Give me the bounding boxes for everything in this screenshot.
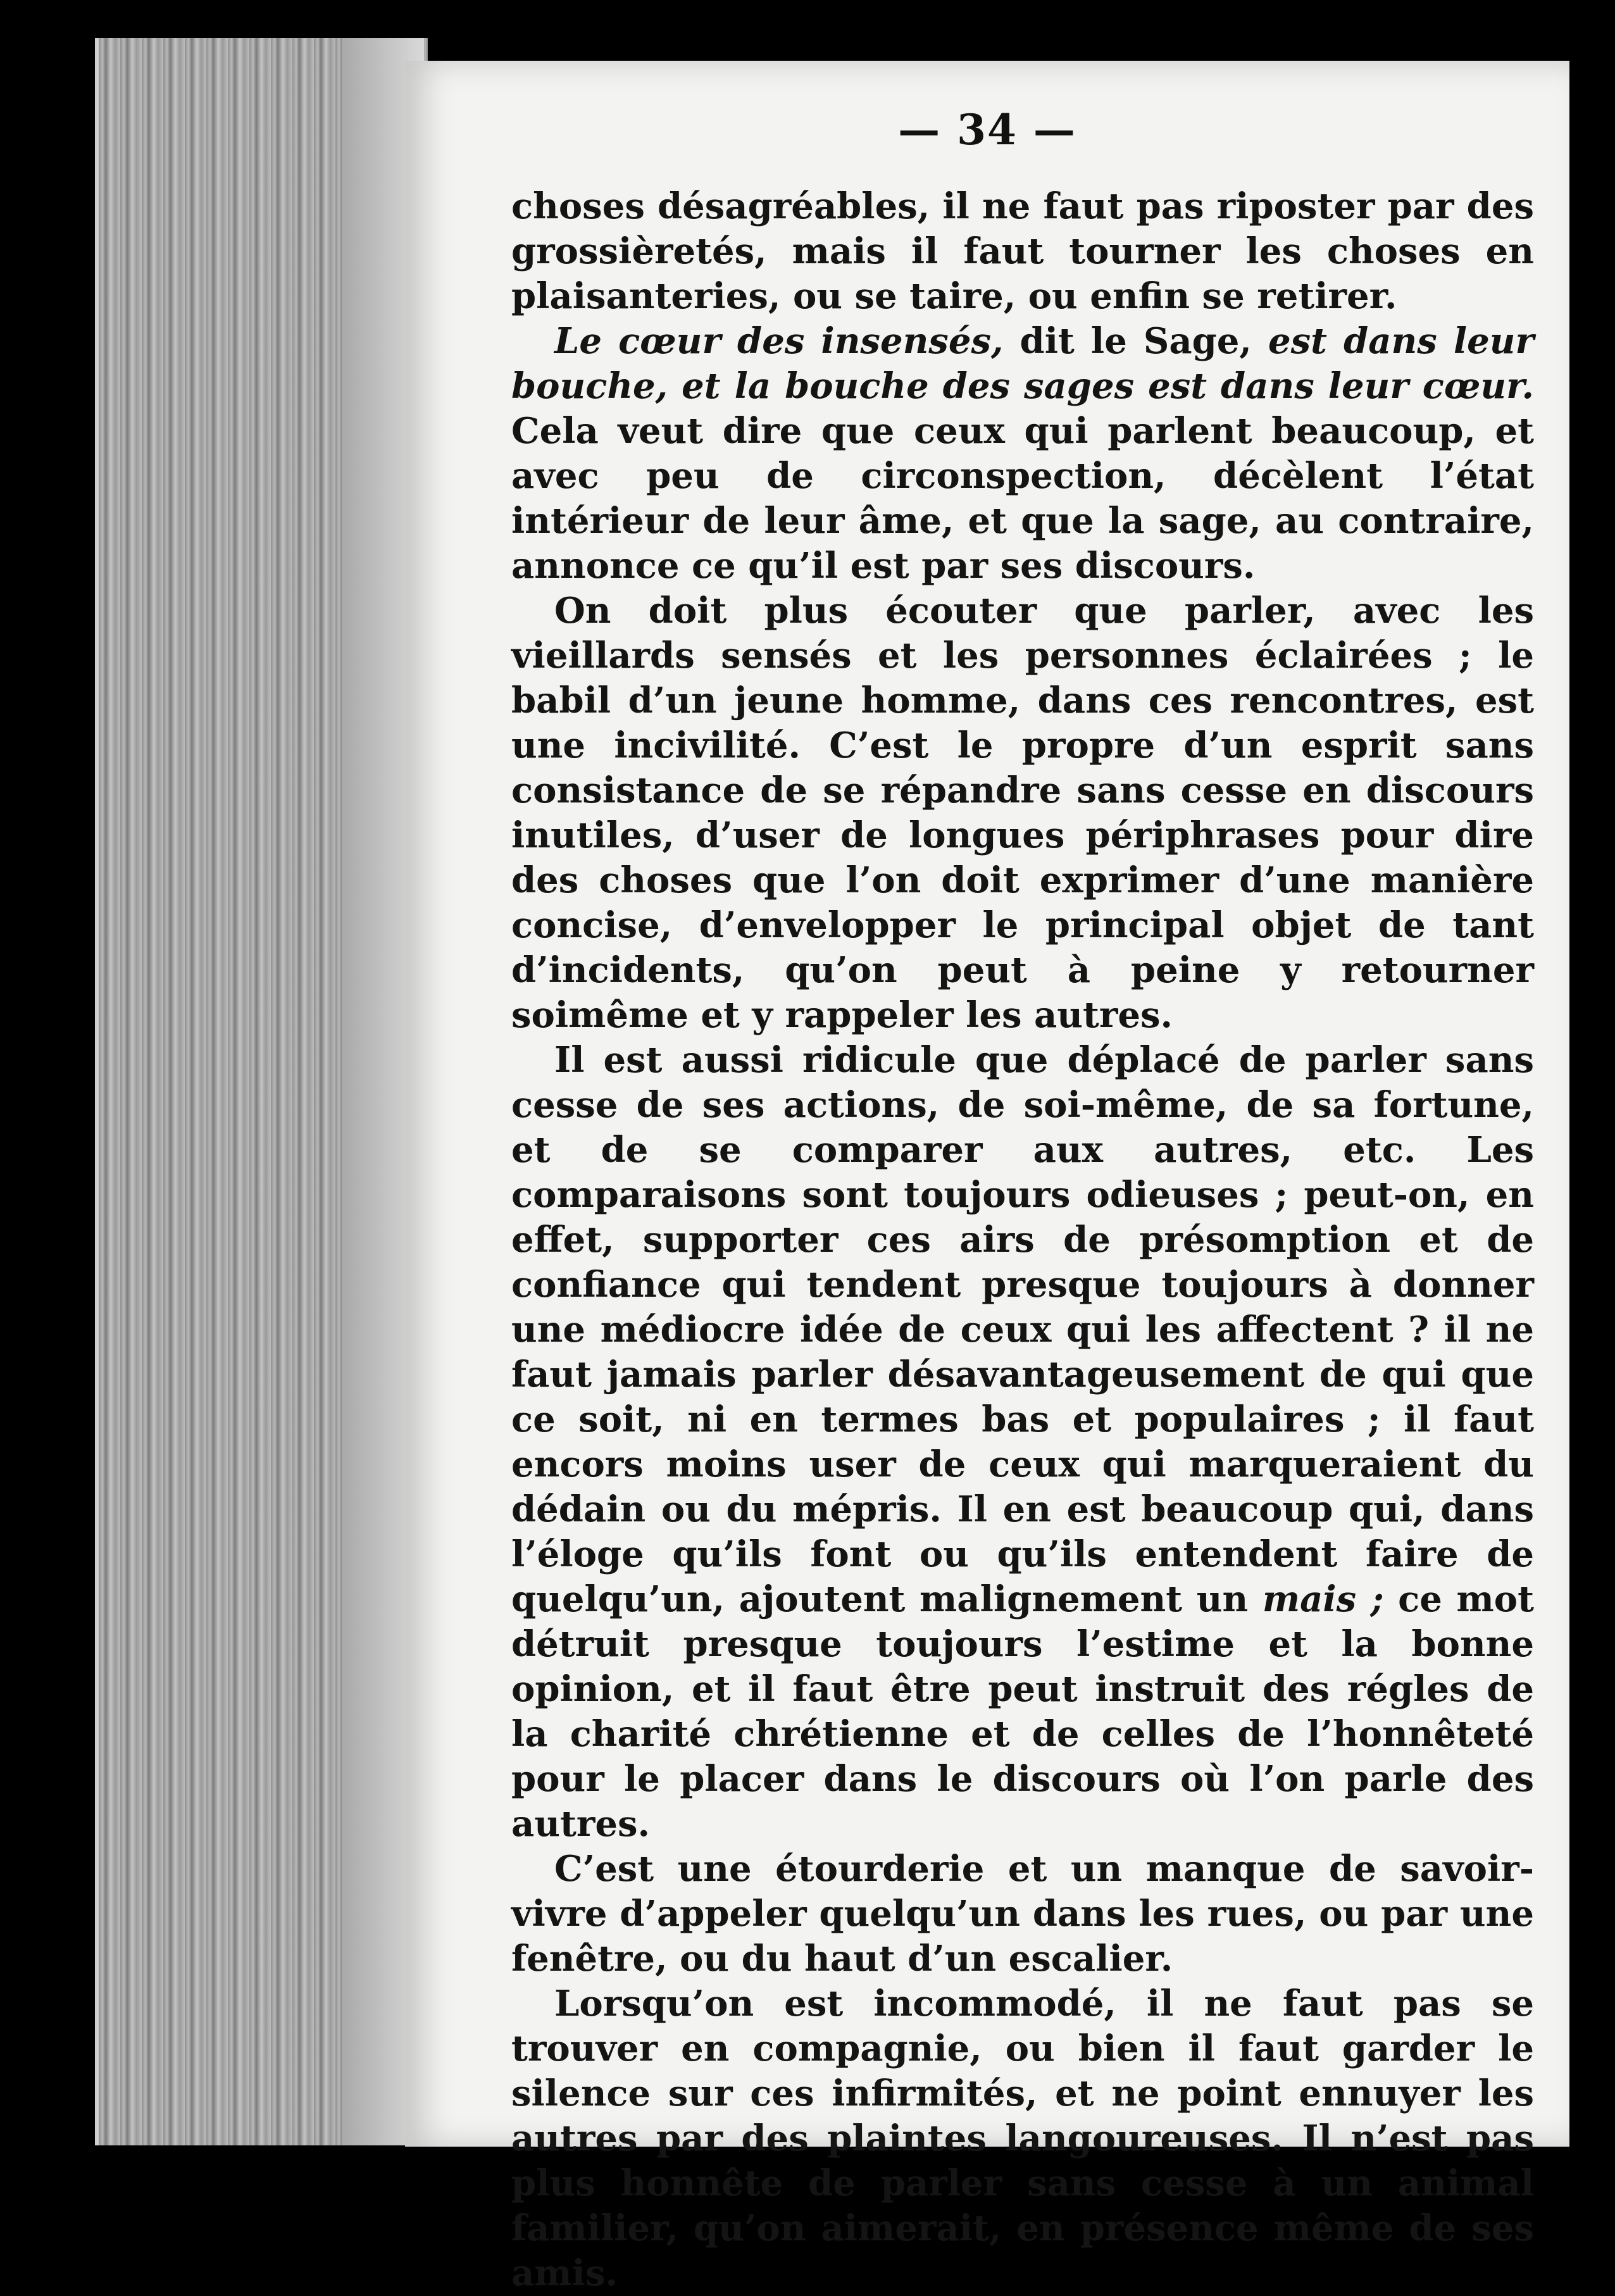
italic-text: est dans leur bouche, et la bouche des sages est dans leur cœur. — [511, 320, 1534, 407]
text-run: choses désagréables, il ne faut pas riposter par des grossièretés, mais il faut tourner les choses en plaisanteries, ou se taire, ou enfin se retirer. — [511, 185, 1534, 317]
paragraph — [511, 1981, 1534, 2296]
italic-text: Le cœur des insensés, — [554, 320, 1004, 362]
paragraph — [511, 1038, 1534, 1847]
text-run: C’est une étourderie et un manque de savoir-vivre d’appeler quelqu’un dans les rues, ou par une fenêtre, ou du haut d’un escalier. — [511, 1848, 1534, 1980]
italic-text: mais ; — [1262, 1578, 1384, 1620]
page-number: — 34 — — [898, 105, 1076, 154]
paragraph — [511, 184, 1534, 319]
book-page — [405, 61, 1569, 2294]
paragraph — [511, 1847, 1534, 1981]
text-run: ce mot détruit presque toujours l’estime et la bonne opinion, et il faut être peut instruit des régles de la charité chrétienne et de celles de l’honnêteté pour le placer dans le discours où l’on parle des autres. — [511, 1578, 1534, 1845]
text-run: dit le Sage, — [1003, 320, 1268, 362]
paragraph — [511, 589, 1534, 1038]
body-text — [511, 184, 1534, 2296]
text-run: On doit plus écouter que parler, avec les vieillards sensés et les personnes éclairées ; le babil d’un jeune homme, dans ces rencontres, est une incivilité. C’est le propre d’un esprit sans consistance de se répandre sans cesse en discours inutiles, d’user de longues périphrases pour dire des choses que l’on doit exprimer d’une manière concise, d’envelopper le principal objet de tant d’incidents, qu’on peut à peine y retourner soimême et y rappeler les autres. — [511, 590, 1534, 1036]
paragraph — [511, 319, 1534, 589]
text-run: Cela veut dire que ceux qui parlent beaucoup, et avec peu de circonspection, décèlent l’état intérieur de leur âme, et que la sage, au contraire, annonce ce qu’il est par ses discours. — [511, 410, 1534, 587]
text-run: Lorsqu’on est incommodé, il ne faut pas se trouver en compagnie, ou bien il faut garder le silence sur ces infirmités, et ne point ennuyer les autres par des plaintes langoureuses. Il n’est pas plus honnête de parler sans cesse à un animal familier, qu’on aimerait, en présence même de ses amis. — [511, 1983, 1534, 2294]
text-run: Il est aussi ridicule que déplacé de parler sans cesse de ses actions, de soi-même, de sa fortune, et de se comparer aux autres, etc. Les comparaisons sont toujours odieuses ; peut-on, en effet, supporter ces airs de présomption et de confiance qui tendent presque toujours à donner une médiocre idée de ceux qui les affectent ? il ne faut jamais parler désavantageusement de qui que ce soit, ni en termes bas et populaires ; il faut encors moins user de ceux qui marqueraient du dédain ou du mépris. Il en est beaucoup qui, dans l’éloge qu’ils font ou qu’ils entendent faire de quelqu’un, ajoutent malignement un — [511, 1039, 1534, 1620]
